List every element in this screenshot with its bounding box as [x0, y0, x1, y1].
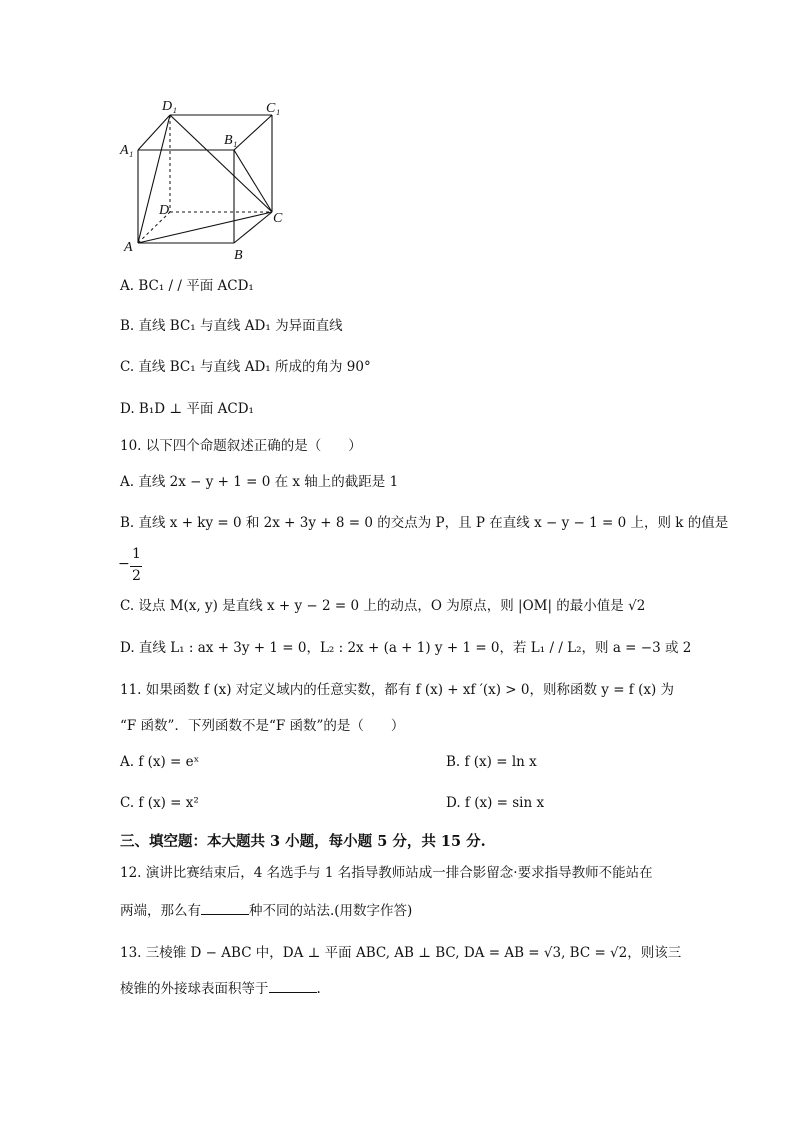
q11-option-b: B. f (x) = ln x	[446, 754, 537, 770]
fraction-denominator: 2	[132, 568, 141, 584]
q11-stem-2: “F 函数”．下列函数不是“F 函数”的是（ ）	[120, 718, 405, 734]
q12-line-2-post: 种不同的站法.(用数字作答)	[249, 903, 413, 919]
q13-line-2-post: .	[316, 981, 321, 997]
q13-line-1: 13. 三棱锥 D − ABC 中，DA ⊥ 平面 ABC, AB ⊥ BC, DA = AB = √3, BC = √2，则该三	[120, 945, 682, 961]
q13-line-2	[120, 978, 321, 999]
label-b: B	[234, 248, 243, 263]
cube-figure	[110, 90, 310, 265]
q11-option-c: C. f (x) = x²	[120, 795, 199, 811]
q9-option-b: B. 直线 BC₁ 与直线 AD₁ 为异面直线	[120, 318, 343, 334]
label-b1: B₁	[224, 133, 238, 148]
q11-option-a: A. f (x) = eˣ	[120, 754, 200, 770]
label-a1: A₁	[120, 143, 134, 158]
q13-line-2-pre: 棱锥的外接球表面积等于	[120, 981, 269, 997]
q10-option-c: C. 设点 M(x, y) 是直线 x + y − 2 = 0 上的动点，O 为原点，则 |OM| 的最小值是 √2	[120, 598, 646, 614]
q13-answer-blank[interactable]	[269, 978, 317, 993]
q10-stem: 10. 以下四个命题叙述正确的是（ ）	[120, 438, 362, 454]
label-a: A	[124, 240, 133, 255]
label-d1: D₁	[162, 99, 177, 114]
q12-line-2	[120, 900, 412, 921]
q10-option-b: B. 直线 x + ky = 0 和 2x + 3y + 8 = 0 的交点为 P，且 P 在直线 x − y − 1 = 0 上，则 k 的值是	[120, 515, 729, 531]
fraction-minus: −	[118, 556, 130, 572]
fraction-bar	[130, 566, 142, 567]
label-c: C	[273, 211, 283, 226]
q9-option-a: A. BC₁ / / 平面 ACD₁	[120, 278, 254, 294]
q9-option-d: D. B₁D ⊥ 平面 ACD₁	[120, 401, 254, 417]
q11-option-d: D. f (x) = sin x	[446, 795, 545, 811]
section-3-heading: 三、填空题：本大题共 3 小题，每小题 5 分，共 15 分.	[120, 833, 486, 850]
label-d: D	[159, 203, 170, 218]
fraction-numerator: 1	[132, 546, 141, 562]
q12-line-2-pre: 两端，那么有	[120, 903, 201, 919]
q12-answer-blank[interactable]	[201, 900, 249, 915]
q9-option-c: C. 直线 BC₁ 与直线 AD₁ 所成的角为 90°	[120, 359, 371, 375]
q10-option-d: D. 直线 L₁ : ax + 3y + 1 = 0，L₂ : 2x + (a + 1) y + 1 = 0，若 L₁ / / L₂，则 a = −3 或 2	[120, 640, 692, 656]
q10-option-a: A. 直线 2x − y + 1 = 0 在 x 轴上的截距是 1	[120, 474, 399, 490]
q12-line-1: 12. 演讲比赛结束后，4 名选手与 1 名指导教师站成一排合影留念·要求指导教师不能站在	[120, 865, 653, 881]
label-c1: C₁	[266, 101, 281, 116]
q11-stem: 11. 如果函数 f (x) 对定义域内的任意实数，都有 f (x) + xf ′(x) > 0，则称函数 y = f (x) 为	[120, 682, 675, 698]
